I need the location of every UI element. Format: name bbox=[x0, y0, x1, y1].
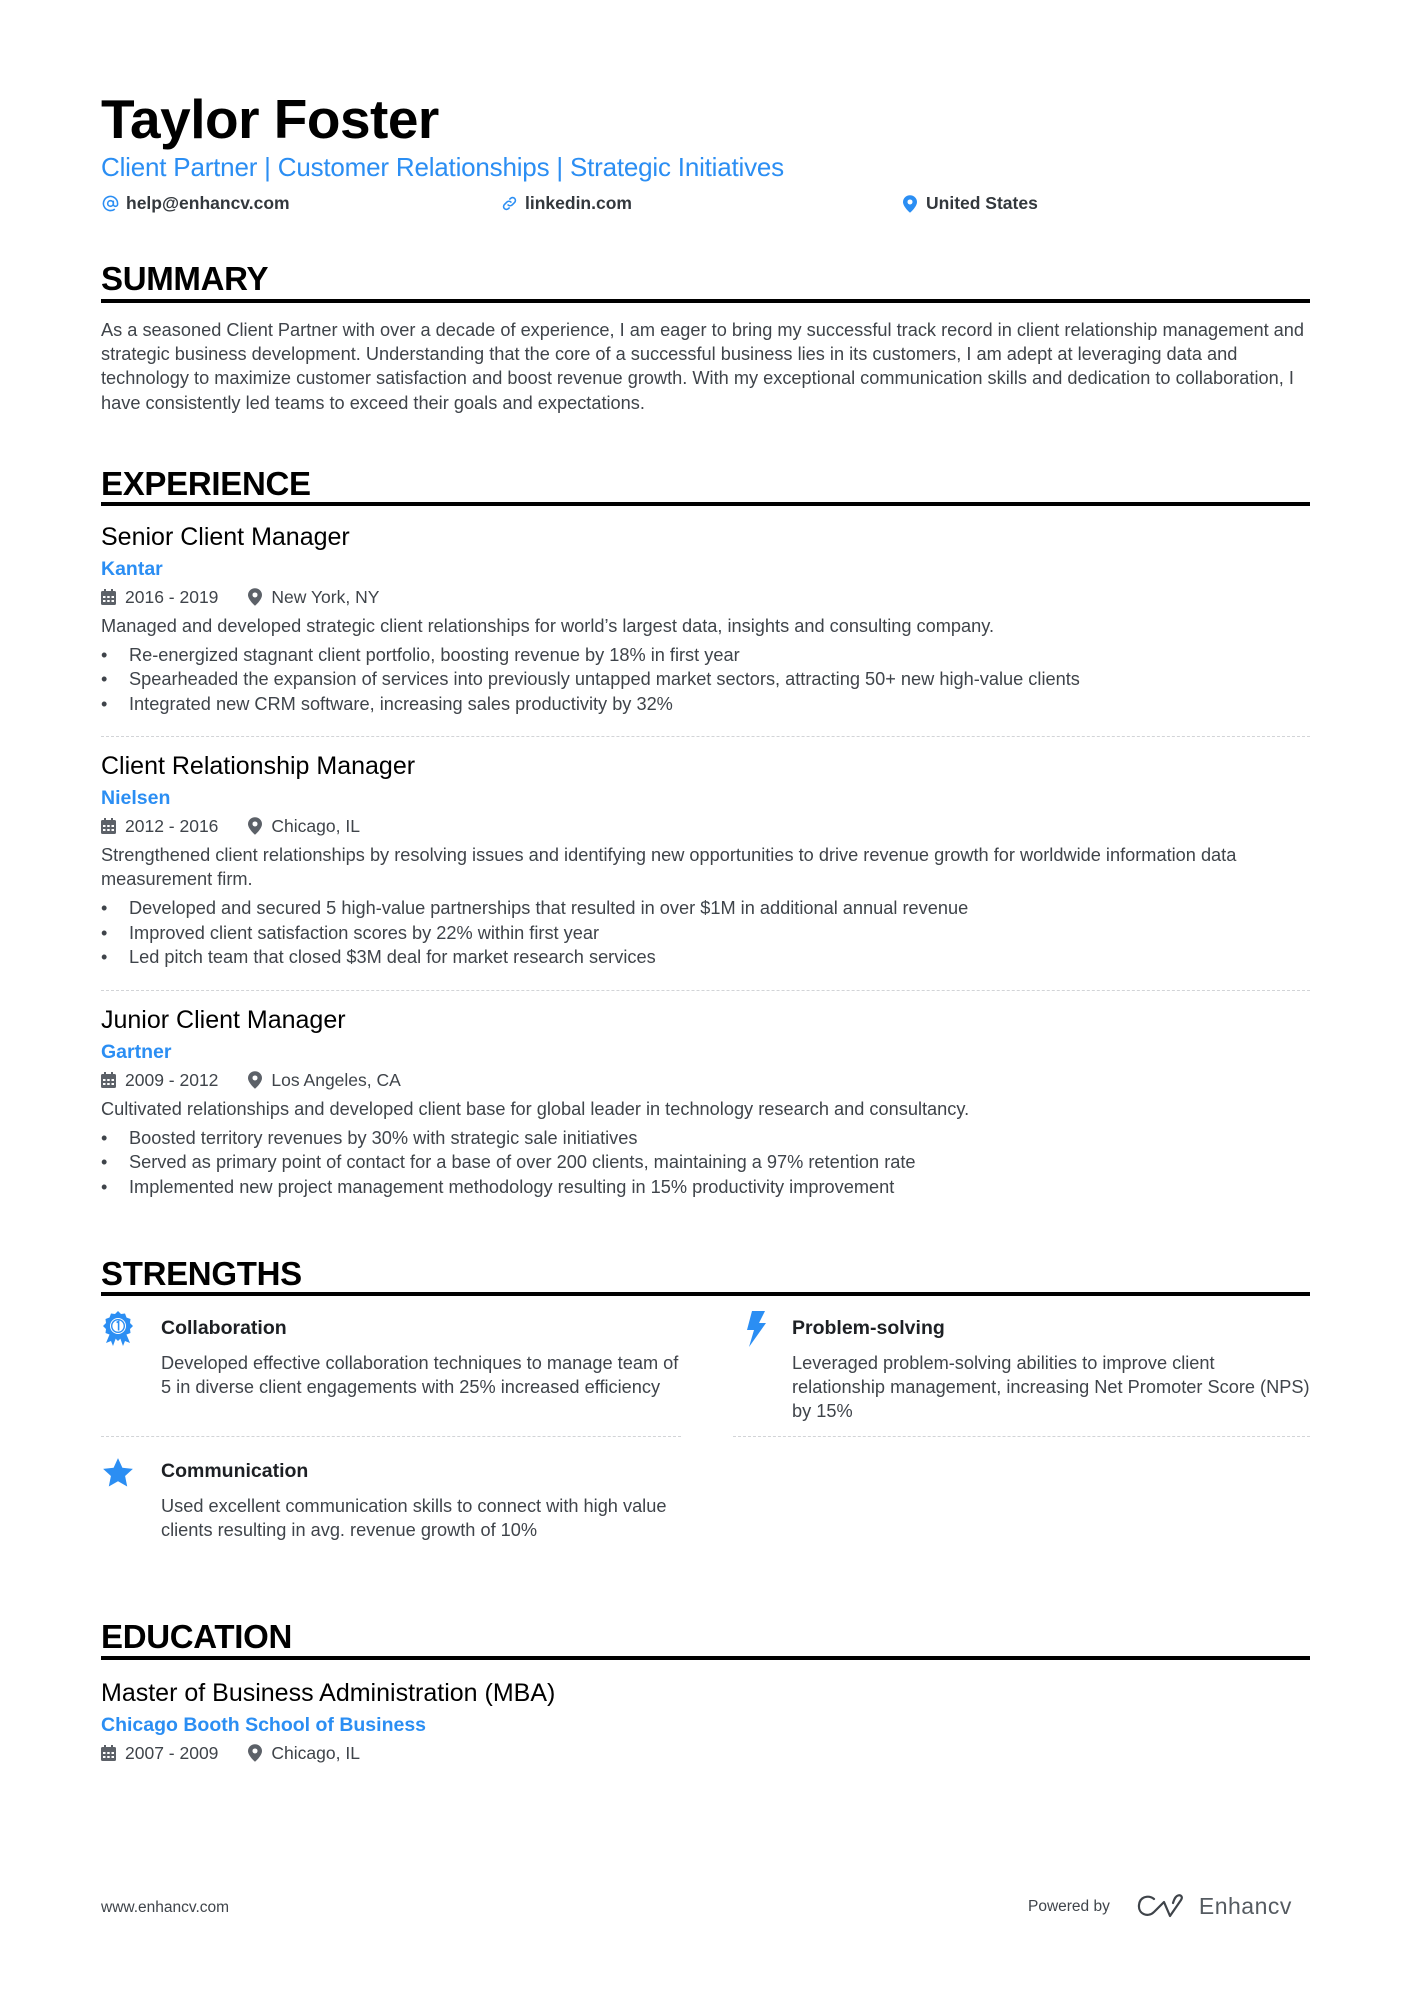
section-rule bbox=[101, 1292, 1310, 1296]
section-rule bbox=[101, 1656, 1310, 1660]
strength-item bbox=[733, 1311, 1310, 1431]
strength-title: Problem-solving bbox=[792, 1317, 945, 1339]
contact-location bbox=[901, 193, 1038, 214]
job-bullets bbox=[101, 896, 1310, 969]
contact-linkedin[interactable] bbox=[500, 193, 632, 214]
strength-description: Used excellent communication skills to connect with high value clients resulting in avg. revenue growth of 10% bbox=[161, 1496, 667, 1541]
job-bullets bbox=[101, 1126, 1310, 1199]
bullet-item: • Re-energized stagnant client portfolio, boosting revenue by 18% in first year bbox=[101, 643, 1310, 667]
job-location: Los Angeles, CA bbox=[271, 1070, 401, 1090]
job-title: Client Relationship Manager bbox=[101, 752, 416, 780]
section-title-summary: SUMMARY bbox=[101, 260, 269, 297]
location-pin-icon bbox=[248, 1744, 262, 1762]
section-title-experience: EXPERIENCE bbox=[101, 465, 311, 502]
degree-title: Master of Business Administration (MBA) bbox=[101, 1679, 556, 1707]
bullet-item: • Integrated new CRM software, increasing sales productivity by 32% bbox=[101, 692, 1310, 716]
job-meta bbox=[101, 814, 1310, 838]
job-meta bbox=[101, 585, 1310, 609]
company-name[interactable]: Gartner bbox=[101, 1041, 172, 1063]
summary-text: As a seasoned Client Partner with over a decade of experience, I am eager to bring my successful track record in client relationship management and strategic business development. Understanding that the core of a successful business lies in its customers, I am adept at leveraging data and technology to maximize customer satisfaction and boost revenue growth. With my exceptional communication skills and dedication to collaboration, I have consistently led teams to exceed their goals and expectations. bbox=[101, 320, 1305, 413]
strength-title: Collaboration bbox=[161, 1317, 287, 1339]
brand-name: Enhancv bbox=[1198, 1893, 1292, 1919]
footer-branding bbox=[1028, 1893, 1292, 1920]
item-divider bbox=[101, 990, 1310, 991]
education-dates: 2007 - 2009 bbox=[125, 1743, 219, 1763]
section-title-education: EDUCATION bbox=[101, 1618, 293, 1655]
bullet-item: • Developed and secured 5 high-value partnerships that resulted in over $1M in additional annual revenue bbox=[101, 896, 1310, 920]
star-icon bbox=[101, 1456, 135, 1492]
at-icon bbox=[101, 195, 119, 213]
company-name[interactable]: Nielsen bbox=[101, 787, 171, 809]
education-meta bbox=[101, 1741, 1310, 1765]
strength-title: Communication bbox=[161, 1460, 309, 1482]
strength-description: Developed effective collaboration techniques to manage team of 5 in diverse client engagements with 25% increased efficiency bbox=[161, 1353, 679, 1398]
email-text: help@enhancv.com bbox=[126, 193, 290, 213]
section-rule bbox=[101, 299, 1310, 303]
lightning-bolt-icon bbox=[739, 1311, 773, 1347]
experience-item bbox=[101, 1005, 1310, 1199]
education-location: Chicago, IL bbox=[271, 1743, 360, 1763]
contact-bar bbox=[101, 193, 1310, 217]
link-icon bbox=[500, 195, 518, 213]
candidate-headline: Client Partner | Customer Relationships | Strategic Initiatives bbox=[101, 152, 784, 182]
location-pin-icon bbox=[901, 195, 919, 213]
experience-item bbox=[101, 522, 1310, 716]
enhancv-logo[interactable] bbox=[1137, 1893, 1292, 1920]
strength-item bbox=[101, 1311, 683, 1431]
linkedin-text: linkedin.com bbox=[525, 193, 632, 213]
job-location: Chicago, IL bbox=[271, 816, 360, 836]
bullet-item: • Improved client satisfaction scores by 22% within first year bbox=[101, 921, 1310, 945]
school-name[interactable]: Chicago Booth School of Business bbox=[101, 1714, 427, 1736]
bullet-item: • Served as primary point of contact for a base of over 200 clients, maintaining a 97% retention rate bbox=[101, 1150, 1310, 1174]
location-text: United States bbox=[926, 193, 1038, 213]
location-pin-icon bbox=[248, 588, 262, 606]
bullet-item: • Led pitch team that closed $3M deal for market research services bbox=[101, 945, 1310, 969]
item-divider bbox=[101, 1436, 681, 1437]
job-bullets bbox=[101, 643, 1310, 716]
bullet-item: • Implemented new project management methodology resulting in 15% productivity improvement bbox=[101, 1175, 1310, 1199]
calendar-icon bbox=[101, 1745, 116, 1761]
education-item bbox=[101, 1678, 1310, 1765]
item-divider bbox=[733, 1436, 1310, 1437]
job-description: Cultivated relationships and developed client base for global leader in technology research and consultancy. bbox=[101, 1099, 970, 1119]
strength-item bbox=[101, 1454, 683, 1574]
job-dates: 2016 - 2019 bbox=[125, 587, 219, 607]
calendar-icon bbox=[101, 818, 116, 834]
job-dates: 2012 - 2016 bbox=[125, 816, 219, 836]
candidate-name: Taylor Foster bbox=[101, 88, 439, 150]
strength-description: Leveraged problem-solving abilities to improve client relationship management, increasing Net Promoter Score (NPS) by 15% bbox=[792, 1353, 1310, 1422]
job-title: Senior Client Manager bbox=[101, 523, 350, 551]
calendar-icon bbox=[101, 589, 116, 605]
award-ribbon-icon bbox=[101, 1311, 135, 1347]
job-meta bbox=[101, 1068, 1310, 1092]
job-title: Junior Client Manager bbox=[101, 1006, 346, 1034]
job-location: New York, NY bbox=[271, 587, 380, 607]
section-rule bbox=[101, 502, 1310, 506]
job-description: Managed and developed strategic client relationships for world’s largest data, insights and consulting company. bbox=[101, 616, 995, 636]
experience-item bbox=[101, 751, 1310, 969]
location-pin-icon bbox=[248, 817, 262, 835]
company-name[interactable]: Kantar bbox=[101, 558, 163, 580]
bullet-item: • Boosted territory revenues by 30% with strategic sale initiatives bbox=[101, 1126, 1310, 1150]
item-divider bbox=[101, 736, 1310, 737]
bullet-item: • Spearheaded the expansion of services into previously untapped market sectors, attracting 50+ new high-value clients bbox=[101, 667, 1310, 691]
powered-by-label: Powered by bbox=[1028, 1897, 1110, 1915]
location-pin-icon bbox=[248, 1071, 262, 1089]
contact-email[interactable] bbox=[101, 193, 290, 214]
calendar-icon bbox=[101, 1072, 116, 1088]
section-title-strengths: STRENGTHS bbox=[101, 1255, 302, 1292]
job-dates: 2009 - 2012 bbox=[125, 1070, 219, 1090]
enhancv-logo-icon bbox=[1137, 1894, 1185, 1920]
footer-website-link[interactable]: www.enhancv.com bbox=[101, 1899, 230, 1916]
job-description: Strengthened client relationships by resolving issues and identifying new opportunities to drive revenue growth for worldwide information data measurement firm. bbox=[101, 845, 1237, 890]
